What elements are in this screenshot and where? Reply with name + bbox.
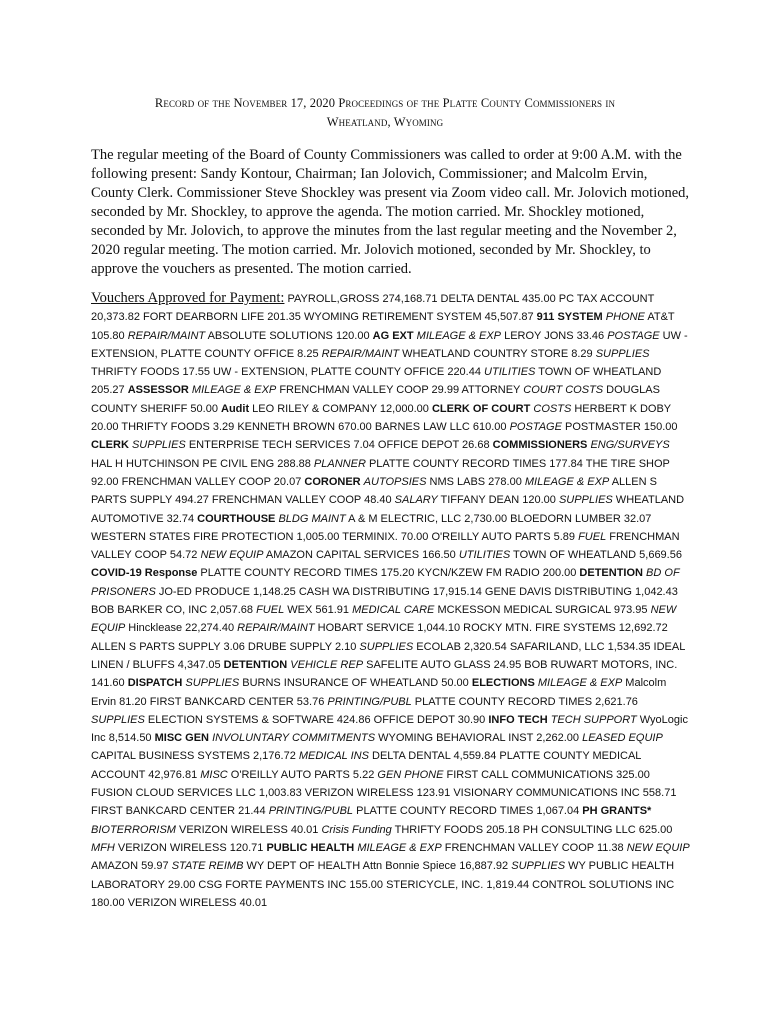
- voucher-category: POSTAGE: [509, 421, 562, 434]
- voucher-entries: PLATTE COUNTY RECORD TIMES 175.20 KYCN/KZEW FM RADIO 200.00: [197, 567, 580, 580]
- voucher-entries: PLATTE COUNTY RECORD TIMES 177.84 THE TIRE SHOP 92.00 FRENCHMAN VALLEY COOP 20.07: [91, 457, 670, 488]
- voucher-entries: A & M ELECTRIC, LLC 2,730.00 BLOEDORN LUMBER 32.07 WESTERN STATES FIRE PROTECTION 1,005.00 TERMINIX. 70.00 O'REILLY AUTO PARTS 5.89: [91, 512, 652, 543]
- voucher-department: CLERK OF COURT: [431, 402, 531, 415]
- voucher-category: NEW EQUIP: [91, 604, 677, 635]
- voucher-category: PRINTING/PUBL: [327, 695, 412, 708]
- vouchers-list: [91, 293, 690, 909]
- voucher-entries: FRENCHMAN VALLEY COOP 54.72: [91, 530, 680, 562]
- voucher-category: POSTAGE: [607, 329, 660, 342]
- voucher-entries: POSTMASTER 150.00: [561, 421, 678, 434]
- voucher-entries: NMS LABS 278.00: [426, 475, 525, 488]
- voucher-entries: HOBART SERVICE 1,044.10 ROCKY MTN. FIRE SYSTEMS 12,692.72 ALLEN S PARTS SUPPLY 3.06 DRUBE SUPPLY 2.10: [91, 622, 668, 653]
- voucher-entries: CAPITAL BUSINESS SYSTEMS 2,176.72: [91, 750, 299, 763]
- voucher-department: PUBLIC HEALTH: [266, 841, 355, 854]
- voucher-entries: JO-ED PRODUCE 1,148.25 CASH WA DISTRIBUTING 17,915.14 GENE DAVIS DISTRIBUTING 1,042.43 BOB BARKER CO, INC 2,057.68: [91, 585, 678, 617]
- voucher-category: REPAIR/MAINT: [127, 329, 206, 342]
- voucher-entries: UW - EXTENSION, PLATTE COUNTY OFFICE 8.25: [91, 329, 688, 360]
- voucher-category: NEW EQUIP: [200, 549, 264, 562]
- voucher-category: VEHICLE REP: [290, 658, 364, 671]
- voucher-category: SUPPLIES: [359, 640, 414, 653]
- voucher-department: ELECTIONS: [471, 677, 535, 690]
- voucher-entries: LEO RILEY & COMPANY 12,000.00: [249, 402, 432, 415]
- voucher-category: REPAIR/MAINT: [237, 622, 315, 635]
- voucher-category: MILEAGE & EXP: [537, 677, 623, 690]
- voucher-department: MISC GEN: [154, 732, 210, 745]
- voucher-entries: HAL H HUTCHINSON PE CIVIL ENG 288.88: [91, 457, 314, 470]
- voucher-category: GEN PHONE: [377, 768, 444, 781]
- voucher-entries: SAFELITE AUTO GLASS 24.95 BOB RUWART MOTORS, INC. 141.60: [91, 658, 678, 690]
- voucher-entries: FRENCHMAN VALLEY COOP 11.38: [441, 841, 627, 854]
- voucher-entries: THRIFTY FOODS 17.55 UW - EXTENSION, PLATTE COUNTY OFFICE 220.44: [91, 366, 485, 379]
- title-line-1: Record of the November 17, 2020 Proceedings of the Platte County Commissioners in: [154, 96, 616, 110]
- title-line-2: Wheatland, Wyoming: [326, 115, 444, 129]
- voucher-category: AUTOPSIES: [363, 475, 427, 488]
- voucher-category: PRINTING/PUBL: [268, 805, 354, 818]
- voucher-entries: THRIFTY FOODS 205.18 PH CONSULTING LLC 625.00: [391, 823, 673, 836]
- voucher-category: PHONE: [605, 311, 645, 324]
- voucher-category: Crisis Funding: [321, 823, 392, 836]
- vouchers-paragraph: [91, 289, 691, 912]
- voucher-category: UTILITIES: [458, 549, 511, 562]
- voucher-category: SUPPLIES: [511, 860, 566, 873]
- voucher-entries: Hincklease 22,274.40: [125, 622, 238, 635]
- voucher-category: MISC: [200, 768, 228, 781]
- voucher-category: FUEL: [256, 604, 285, 617]
- voucher-category: SUPPLIES: [185, 677, 240, 690]
- voucher-entries: FRENCHMAN VALLEY COOP 29.99 ATTORNEY: [276, 384, 524, 397]
- voucher-entries: AMAZON 59.97: [91, 860, 172, 873]
- voucher-entries: WY PUBLIC HEALTH LABORATORY 29.00 CSG FORTE PAYMENTS INC 155.00 STERICYCLE, INC. 1,819.44 CONTROL SOLUTIONS INC 180.00 VERIZON WIRELESS 40.01: [91, 860, 675, 909]
- voucher-entries: AT&T 105.80: [91, 311, 675, 342]
- voucher-category: SUPPLIES: [91, 713, 145, 726]
- voucher-entries: WHEATLAND AUTOMOTIVE 32.74: [91, 494, 685, 525]
- voucher-entries: VERIZON WIRELESS 40.01: [175, 823, 322, 836]
- voucher-entries: VERIZON WIRELESS 120.71: [114, 841, 267, 854]
- voucher-category: MILEAGE & EXP: [524, 475, 610, 488]
- voucher-category: UTILITIES: [484, 366, 536, 379]
- voucher-category: SUPPLIES: [595, 347, 650, 360]
- voucher-entries: WHEATLAND COUNTRY STORE 8.29: [399, 347, 596, 360]
- voucher-entries: FIRST CALL COMMUNICATIONS 325.00 FUSION CLOUD SERVICES LLC 1,003.83 VERIZON WIRELESS 123.91 VISIONARY COMMUNICATIONS INC 558.71 FIRST BANKCARD CENTER 21.44: [91, 768, 677, 818]
- voucher-entries: WyoLogic Inc 8,514.50: [91, 713, 688, 745]
- voucher-department: ASSESSOR: [127, 384, 189, 397]
- voucher-category: SUPPLIES: [131, 439, 186, 452]
- voucher-department: COURTHOUSE: [197, 512, 276, 525]
- vouchers-heading: Vouchers Approved for Payment:: [91, 290, 285, 306]
- intro-paragraph: The regular meeting of the Board of County Commissioners was called to order at 9:00 A.M. with the following present: Sandy Kontour, Chairman; Ian Jolovich, Commissioner; and Malcolm Ervin, County Clerk. Commissioner Steve Shockley was present via Zoom video call. Mr. Jolovich motioned, seconded by Mr. Shockley, to approve the agenda. The motion carried. Mr. Shockley motioned, seconded by Mr. Jolovich, to approve the minutes from the last regular meeting and the November 2, 2020 regular meeting. The motion carried. Mr. Jolovich motioned, seconded by Mr. Shockley, to approve the vouchers as presented. The motion carried.: [91, 147, 690, 277]
- voucher-category: COSTS: [533, 402, 572, 415]
- voucher-category: MFH: [91, 841, 115, 854]
- voucher-category: MILEAGE & EXP: [191, 384, 277, 397]
- voucher-entries: ALLEN S PARTS SUPPLY 494.27 FRENCHMAN VALLEY COOP 48.40: [91, 475, 657, 507]
- voucher-category: BD OF PRISONERS: [91, 567, 680, 598]
- voucher-entries: DELTA DENTAL 4,559.84 PLATTE COUNTY MEDICAL ACCOUNT 42,976.81: [91, 750, 641, 781]
- voucher-department: 911 SYSTEM: [536, 311, 603, 324]
- voucher-category: BIOTERRORISM: [91, 823, 176, 836]
- voucher-entries: ECOLAB 2,320.54 SAFARILAND, LLC 1,534.35 IDEAL LINEN / BLUFFS 4,347.05: [91, 640, 685, 671]
- voucher-category: STATE REIMB: [171, 860, 244, 873]
- voucher-category: NEW EQUIP: [626, 841, 690, 854]
- voucher-entries: O'REILLY AUTO PARTS 5.22: [227, 768, 378, 781]
- voucher-category: SALARY: [394, 494, 438, 507]
- voucher-entries: DOUGLAS COUNTY SHERIFF 50.00: [91, 384, 660, 415]
- voucher-entries: TOWN OF WHEATLAND 205.27: [91, 366, 662, 397]
- voucher-entries: WY DEPT OF HEALTH Attn Bonnie Spiece 16,887.92: [243, 860, 512, 873]
- voucher-department: DETENTION: [579, 567, 643, 580]
- voucher-department: DETENTION: [223, 658, 288, 671]
- voucher-category: MEDICAL CARE: [352, 604, 435, 617]
- voucher-category: MILEAGE & EXP: [357, 841, 442, 854]
- voucher-department: COVID-19 Response: [91, 567, 198, 580]
- voucher-entries: ELECTION SYSTEMS & SOFTWARE 424.86 OFFICE DEPOT 30.90: [144, 713, 489, 726]
- voucher-department: COMMISSIONERS: [492, 439, 588, 452]
- voucher-entries: PLATTE COUNTY RECORD TIMES 1,067.04: [353, 805, 583, 818]
- voucher-entries: MCKESSON MEDICAL SURGICAL 973.95: [434, 604, 651, 617]
- voucher-entries: HERBERT K DOBY 20.00 THRIFTY FOODS 3.29 KENNETH BROWN 670.00 BARNES LAW LLC 610.00: [91, 402, 671, 434]
- voucher-category: MEDICAL INS: [298, 750, 369, 763]
- voucher-entries: WYOMING BEHAVIORAL INST 2,262.00: [375, 732, 583, 745]
- voucher-department: CORONER: [304, 475, 361, 488]
- voucher-department: CLERK: [91, 439, 129, 452]
- voucher-entries: AMAZON CAPITAL SERVICES 166.50: [263, 549, 459, 562]
- voucher-category: LEASED EQUIP: [582, 732, 663, 745]
- voucher-category: PLANNER: [313, 457, 366, 470]
- voucher-department: PH GRANTS*: [582, 805, 652, 818]
- voucher-category: REPAIR/MAINT: [321, 347, 400, 360]
- voucher-entries: PAYROLL,GROSS 274,168.71 DELTA DENTAL 435.00 PC TAX ACCOUNT 20,373.82 FORT DEARBORN LIFE 201.35 WYOMING RETIREMENT SYSTEM 45,507.87: [91, 293, 655, 324]
- voucher-entries: WEX 561.91: [284, 604, 353, 617]
- voucher-category: COURT COSTS: [523, 384, 604, 397]
- voucher-department: DISPATCH: [127, 677, 183, 690]
- voucher-entries: Malcolm Ervin 81.20 FIRST BANKCARD CENTER 53.76: [91, 677, 667, 708]
- voucher-entries: ENTERPRISE TECH SERVICES 7.04 OFFICE DEPOT 26.68: [185, 439, 493, 452]
- voucher-entries: PLATTE COUNTY RECORD TIMES 2,621.76: [411, 695, 638, 708]
- voucher-entries: TIFFANY DEAN 120.00: [437, 494, 559, 507]
- voucher-category: SUPPLIES: [558, 494, 613, 507]
- voucher-entries: BURNS INSURANCE OF WHEATLAND 50.00: [239, 677, 472, 690]
- voucher-entries: LEROY JONS 33.46: [501, 329, 608, 342]
- voucher-entries: ABSOLUTE SOLUTIONS 120.00: [205, 329, 373, 342]
- voucher-entries: TOWN OF WHEATLAND 5,669.56: [510, 549, 682, 562]
- voucher-category: FUEL: [578, 530, 607, 543]
- voucher-department: Audit: [221, 402, 250, 415]
- voucher-category: MILEAGE & EXP: [416, 329, 502, 342]
- voucher-department: INFO TECH: [488, 713, 548, 726]
- voucher-department: AG EXT: [372, 329, 414, 342]
- document-title: [60, 94, 710, 132]
- voucher-category: BLDG MAINT: [278, 512, 346, 525]
- voucher-category: INVOLUNTARY COMMITMENTS: [212, 732, 376, 745]
- voucher-category: TECH SUPPORT: [550, 713, 637, 726]
- voucher-category: ENG/SURVEYS: [590, 439, 670, 452]
